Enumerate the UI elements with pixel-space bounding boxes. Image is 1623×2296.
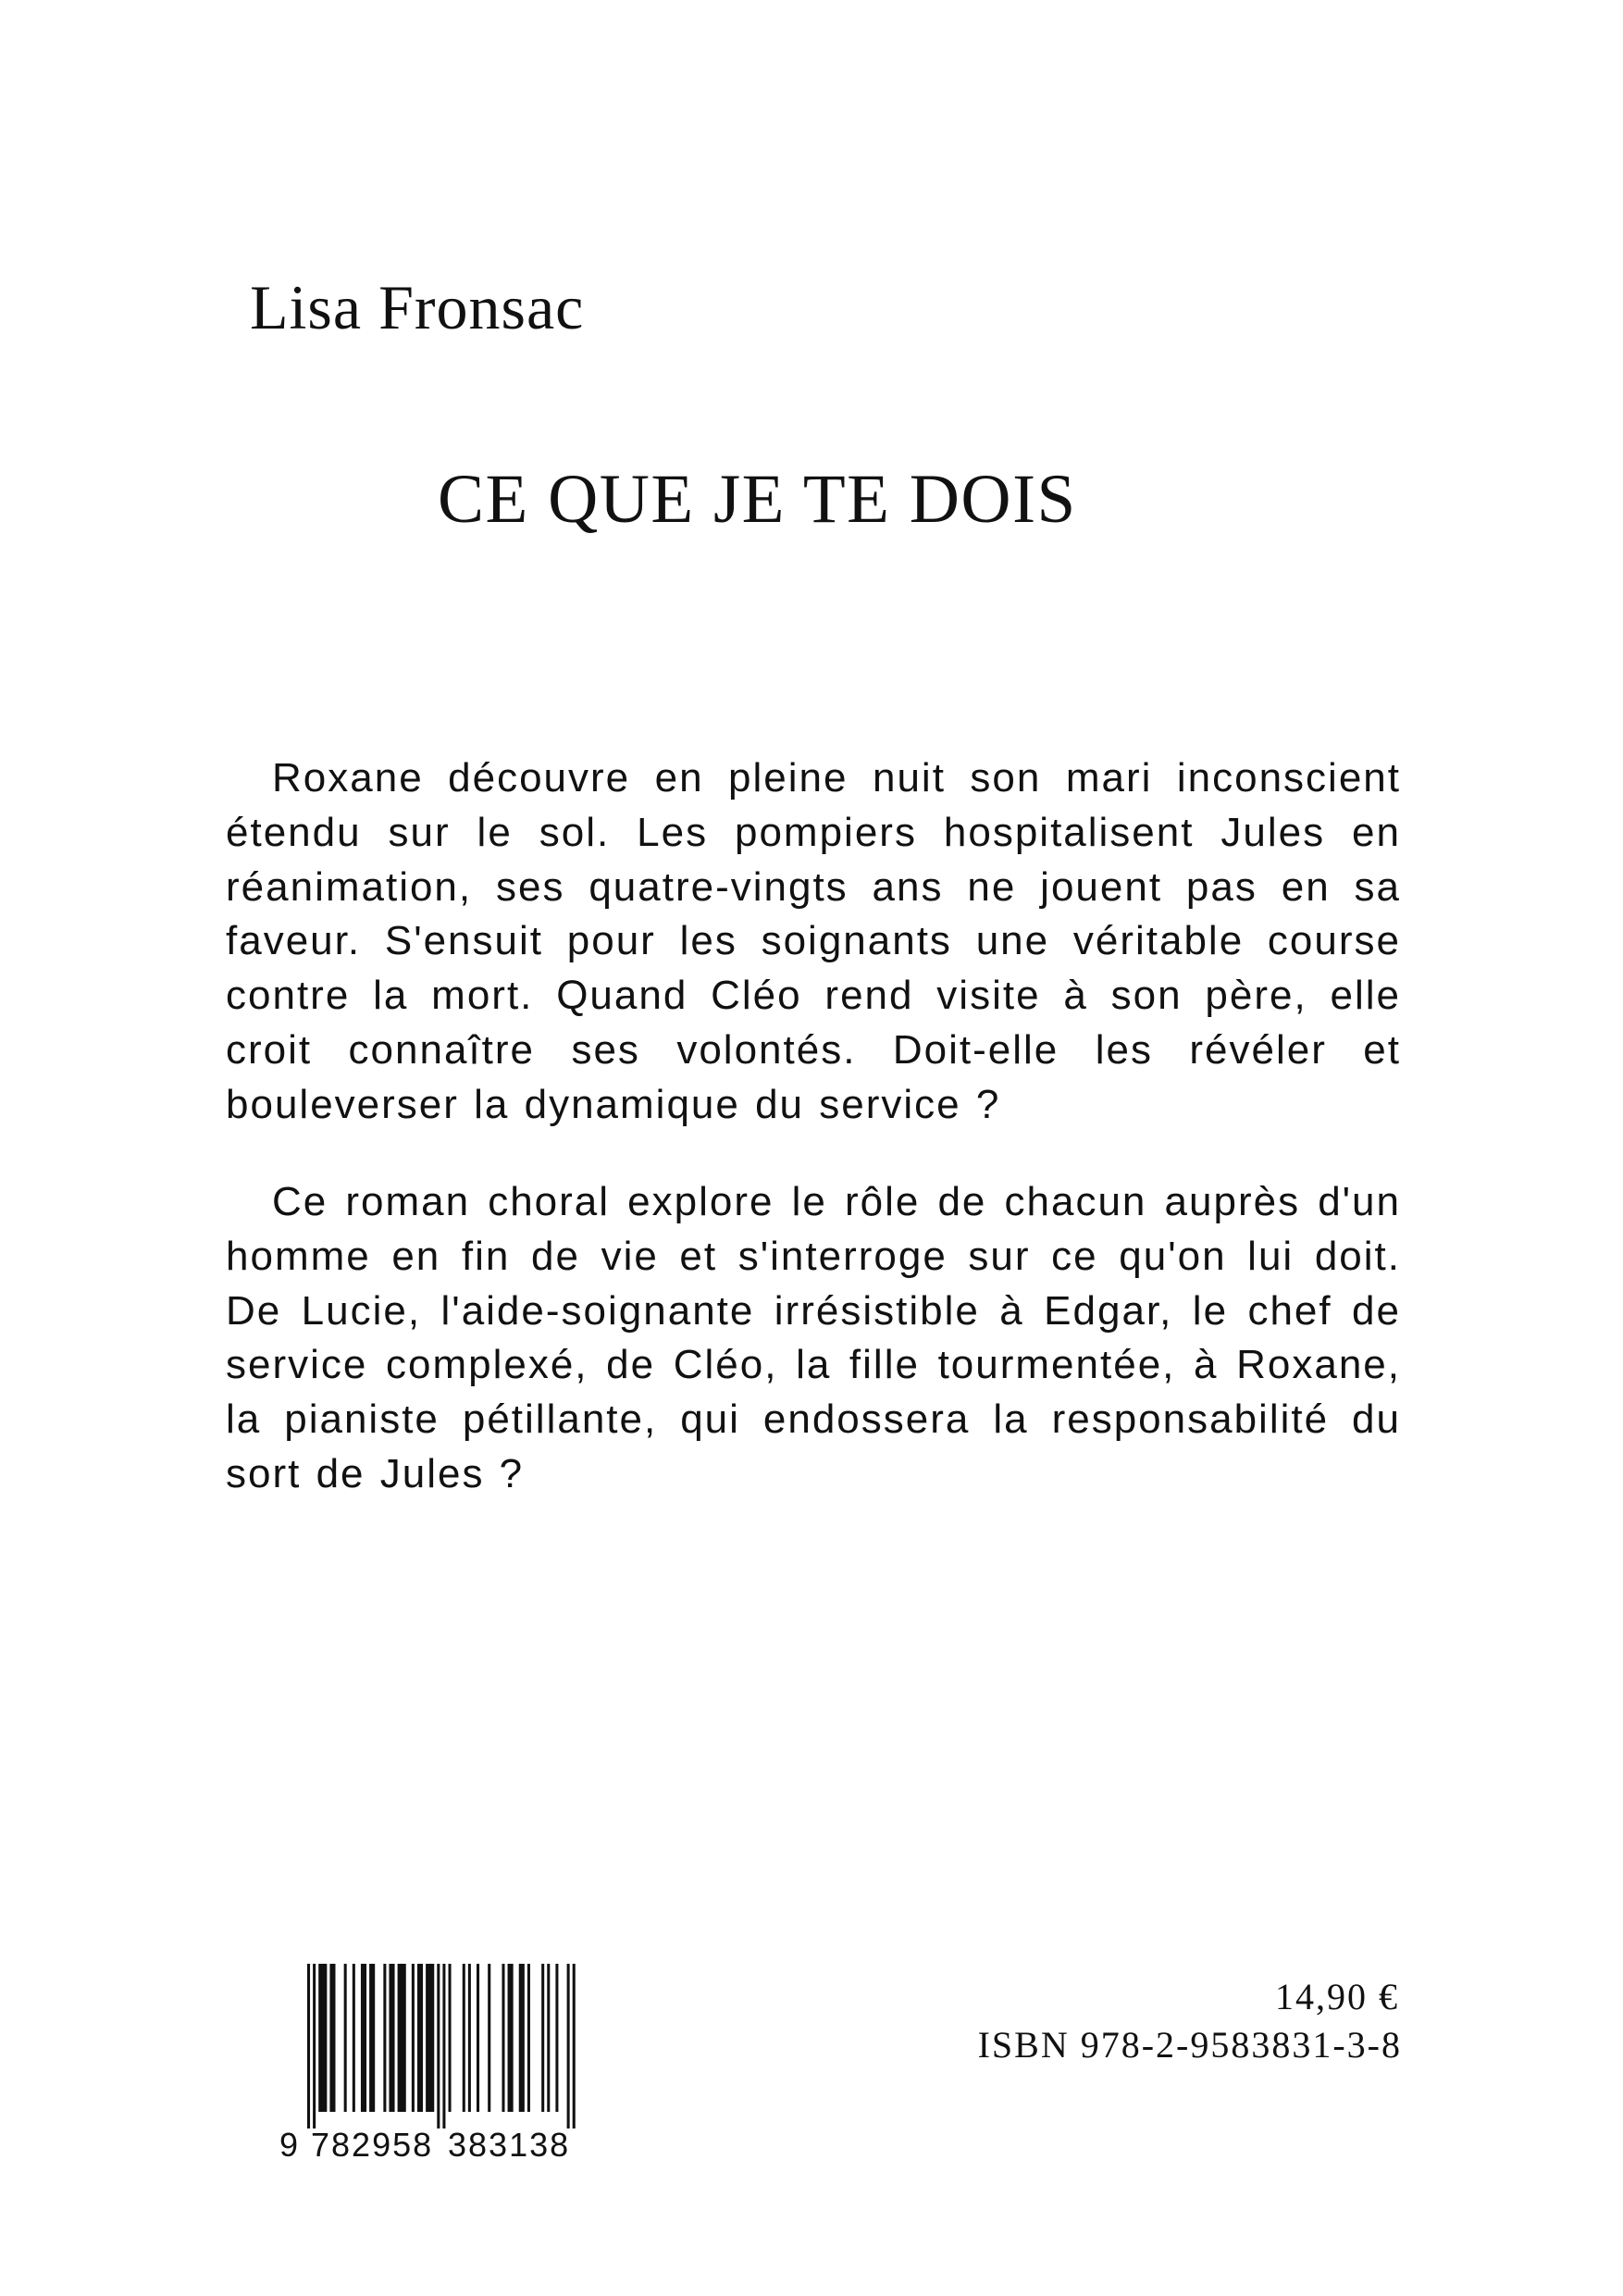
barcode-bar <box>398 1964 406 2112</box>
barcode-bar <box>361 1964 366 2112</box>
author-name: Lisa Fronsac <box>250 272 585 342</box>
barcode-bar <box>508 1964 514 2112</box>
barcode-bar <box>344 1964 347 2112</box>
blurb-paragraph-2: Ce roman choral explore le rôle de chacun auprès d'un homme en fin de vie et s'interroge sur ce qu'on lui doit. De Lucie, l'aide-soignante irrésistible à Edgar, le chef de service complexé, de Cléo, la fille tourmentée, à Roxane, la pianiste pétillante, qui endossera la responsabilité du sort de Jules ? <box>226 1179 1401 1496</box>
barcode-bar <box>353 1964 355 2112</box>
barcode-guard-bar <box>573 1964 576 2128</box>
blurb-paragraph-1: Roxane découvre en pleine nuit son mari inconscient étendu sur le sol. Les pompiers hospitalisent Jules en réanimation, ses quatre-vingts ans ne jouent pas en sa faveur. S'ensuit pour les soignants une véritable course contre la mort. Quand Cléo rend visite à son père, elle croit connaître ses volontés. Doit-elle les révéler et bouleverser la dynamique du service ? <box>226 755 1401 1127</box>
isbn-barcode <box>272 1960 605 2162</box>
barcode-guard-bar <box>437 1964 440 2128</box>
barcode-guard-bar <box>442 1964 445 2128</box>
isbn-number: ISBN 978-2-9583831-3-8 <box>977 2024 1402 2066</box>
barcode-bar <box>547 1964 550 2112</box>
barcode-bar <box>329 1964 335 2112</box>
barcode-guard-bar <box>313 1964 316 2128</box>
barcode-bar <box>541 1964 544 2112</box>
barcode-digit-first: 9 <box>279 2126 299 2162</box>
barcode-digits-right: 383138 <box>448 2126 571 2162</box>
barcode-bar <box>412 1964 415 2112</box>
barcode-bar <box>426 1964 434 2112</box>
barcode-bar <box>502 1964 504 2112</box>
barcode-bar <box>383 1964 386 2112</box>
barcode-bars <box>307 1964 576 2128</box>
price: 14,90 € <box>1275 1976 1399 2017</box>
barcode-bar <box>463 1964 465 2112</box>
barcode-bar <box>519 1964 525 2112</box>
barcode-bar <box>527 1964 530 2112</box>
book-title: CE QUE JE TE DOIS <box>438 461 1077 538</box>
barcode-bar <box>477 1964 479 2112</box>
barcode-guard-bar <box>307 1964 310 2128</box>
barcode-bar <box>468 1964 471 2112</box>
barcode-digits-left: 782958 <box>311 2126 434 2162</box>
barcode-guard-bar <box>567 1964 570 2128</box>
barcode-bar <box>449 1964 452 2112</box>
barcode-bar <box>369 1964 375 2112</box>
barcode-bar <box>417 1964 423 2112</box>
barcode-bar <box>488 1964 490 2112</box>
barcode-bar <box>389 1964 394 2112</box>
barcode-bar <box>318 1964 327 2112</box>
barcode-bar <box>555 1964 558 2112</box>
